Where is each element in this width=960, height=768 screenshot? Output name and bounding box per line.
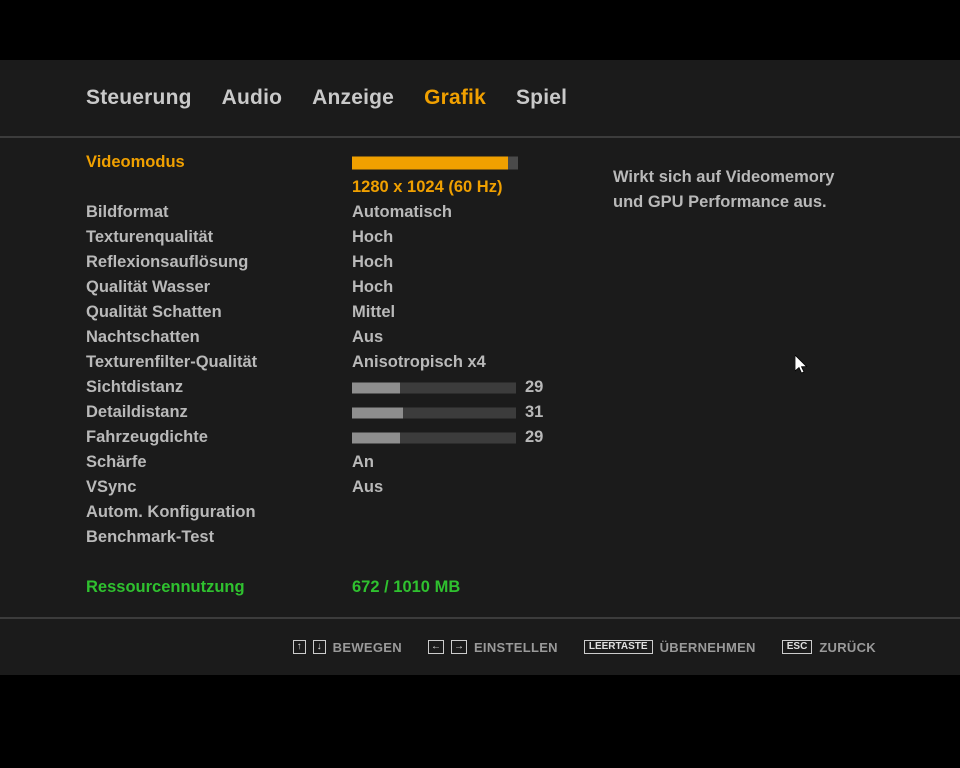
option-label-autom-konfiguration: Autom. Konfiguration [86, 503, 256, 521]
option-row-qualitaet-schatten[interactable] [0, 300, 960, 325]
option-row-vsync[interactable] [0, 475, 960, 500]
option-value-reflexionsaufloesung: Hoch [352, 253, 394, 271]
option-value-fahrzeugdichte: 29 [525, 428, 544, 446]
sichtdistanz-slider-fill [352, 382, 400, 393]
option-value-qualitaet-schatten: Mittel [352, 303, 396, 321]
option-label-detaildistanz: Detaildistanz [86, 403, 188, 421]
option-value-bildformat: Automatisch [352, 203, 452, 221]
tab-audio[interactable]: Audio [221, 86, 283, 109]
option-value-texturenqualitaet: Hoch [352, 228, 394, 246]
option-row-videomodus-value[interactable] [0, 175, 960, 200]
option-row-videomodus-slider[interactable] [0, 150, 960, 175]
option-row-bildformat[interactable] [0, 200, 960, 225]
option-value-nachtschatten: Aus [352, 328, 384, 346]
footer-hints [0, 617, 960, 675]
footer-label-uebernehmen: ÜBERNEHMEN [659, 639, 756, 655]
sichtdistanz-slider[interactable] [352, 382, 516, 393]
option-label-videomodus: Videomodus [86, 153, 185, 171]
option-row-fahrzeugdichte[interactable] [0, 425, 960, 450]
option-row-qualitaet-wasser[interactable] [0, 275, 960, 300]
fahrzeugdichte-slider[interactable] [352, 432, 516, 443]
option-value-vsync: Aus [352, 478, 384, 496]
option-label-benchmark-test: Benchmark-Test [86, 528, 215, 546]
option-row-detaildistanz[interactable] [0, 400, 960, 425]
option-row-benchmark-test[interactable] [0, 525, 960, 550]
resource-usage-row [0, 575, 960, 600]
arrow-right-key-icon: → [451, 640, 467, 654]
option-label-bildformat: Bildformat [86, 203, 169, 221]
option-label-fahrzeugdichte: Fahrzeugdichte [86, 428, 208, 446]
option-value-detaildistanz: 31 [525, 403, 544, 421]
option-label-sichtdistanz: Sichtdistanz [86, 378, 184, 396]
footer-label-bewegen: BEWEGEN [332, 639, 402, 655]
option-value-schaerfe: An [352, 453, 374, 471]
footer-item-bewegen [293, 640, 402, 655]
option-row-texturenqualitaet[interactable] [0, 225, 960, 250]
space-key-icon: LEERTASTE [584, 640, 653, 654]
option-label-texturenfilter-qualitaet: Texturenfilter-Qualität [86, 353, 258, 371]
hint-line-2: und GPU Performance aus. [613, 193, 827, 211]
fahrzeugdichte-slider-fill [352, 432, 400, 443]
tab-anzeige[interactable]: Anzeige [312, 86, 395, 109]
footer-item-uebernehmen [584, 640, 756, 655]
detaildistanz-slider-fill [352, 407, 403, 418]
footer-item-zurueck [782, 640, 876, 655]
option-label-nachtschatten: Nachtschatten [86, 328, 200, 346]
option-row-nachtschatten[interactable] [0, 325, 960, 350]
option-value-videomodus: 1280 x 1024 (60 Hz) [352, 178, 503, 196]
option-label-qualitaet-wasser: Qualität Wasser [86, 278, 211, 296]
arrow-down-key-icon: ↓ [313, 640, 326, 654]
hint-line-1: Wirkt sich auf Videomemory [613, 168, 835, 186]
tab-grafik[interactable]: Grafik [424, 86, 486, 109]
option-label-texturenqualitaet: Texturenqualität [86, 228, 214, 246]
resource-usage-value: 672 / 1010 MB [352, 578, 461, 596]
option-row-reflexionsaufloesung[interactable] [0, 250, 960, 275]
option-label-reflexionsaufloesung: Reflexionsauflösung [86, 253, 249, 271]
settings-tab-bar [0, 60, 960, 138]
option-row-texturenfilter-qualitaet[interactable] [0, 350, 960, 375]
arrow-left-key-icon: ← [428, 640, 444, 654]
tab-spiel[interactable]: Spiel [515, 86, 568, 109]
tab-steuerung[interactable]: Steuerung [86, 86, 192, 109]
esc-key-icon: ESC [782, 640, 813, 654]
settings-panel [0, 60, 960, 675]
spacer-row [0, 550, 960, 575]
arrow-up-key-icon: ↑ [293, 640, 306, 654]
detaildistanz-slider[interactable] [352, 407, 516, 418]
option-label-schaerfe: Schärfe [86, 453, 147, 471]
videomodus-slider-fill [352, 156, 508, 169]
option-row-schaerfe[interactable] [0, 450, 960, 475]
footer-item-einstellen [428, 640, 558, 655]
option-row-autom-konfiguration[interactable] [0, 500, 960, 525]
option-label-qualitaet-schatten: Qualität Schatten [86, 303, 222, 321]
option-value-sichtdistanz: 29 [525, 378, 544, 396]
option-value-texturenfilter-qualitaet: Anisotropisch x4 [352, 353, 486, 371]
footer-label-einstellen: EINSTELLEN [473, 639, 558, 655]
option-label-vsync: VSync [86, 478, 137, 496]
option-value-qualitaet-wasser: Hoch [352, 278, 394, 296]
options-list [0, 150, 960, 600]
resource-usage-label: Ressourcennutzung [86, 578, 245, 596]
videomodus-slider[interactable] [352, 156, 518, 169]
footer-label-zurueck: ZURÜCK [819, 639, 876, 655]
option-row-sichtdistanz[interactable] [0, 375, 960, 400]
